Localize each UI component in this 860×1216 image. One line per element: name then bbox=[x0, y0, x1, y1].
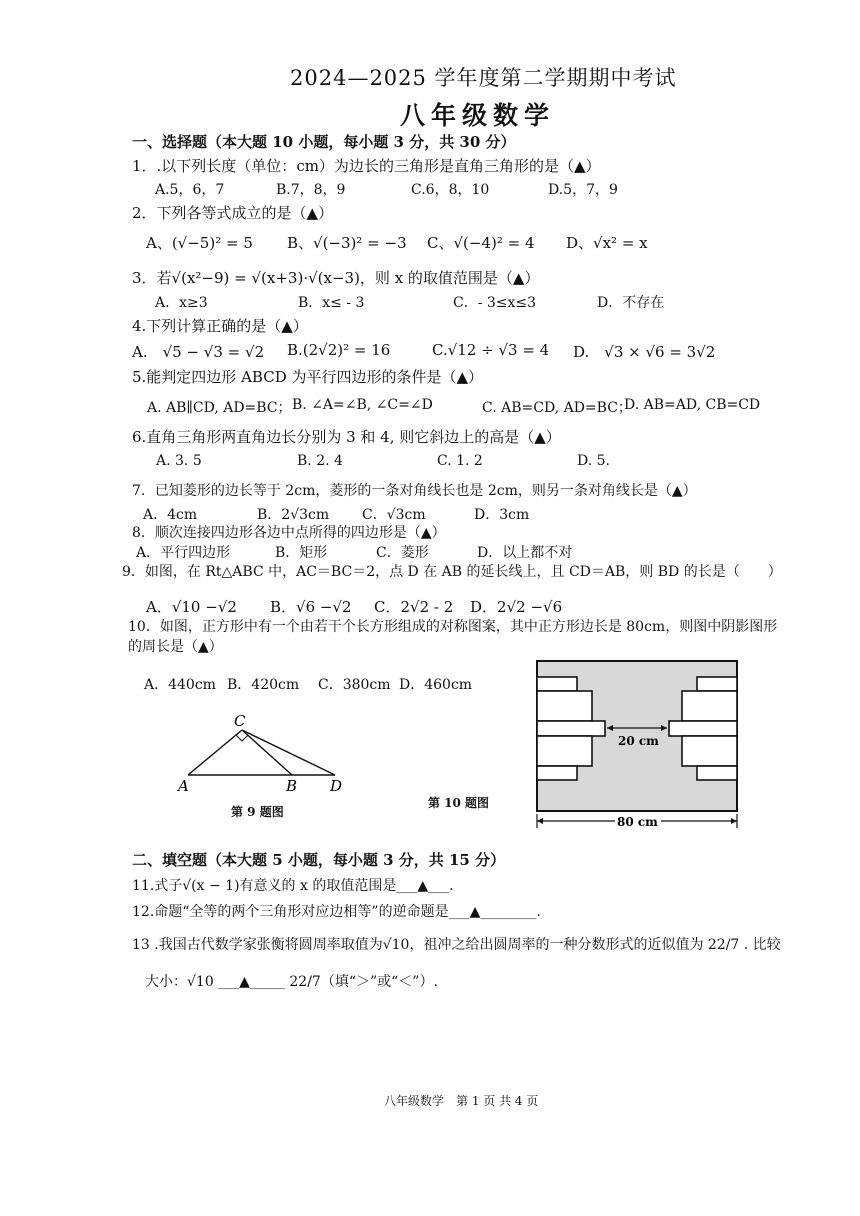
fig9-label-a: A bbox=[178, 777, 189, 795]
fig10-left-block-2 bbox=[537, 691, 592, 721]
q3-option-b: B．x≤ - 3 bbox=[298, 295, 365, 311]
q1-option-a: A.5，6，7 bbox=[155, 182, 225, 198]
fig9-label-c: C bbox=[234, 712, 246, 730]
q1-option-b: B.7，8，9 bbox=[276, 182, 346, 198]
fig10-left-block-4 bbox=[537, 736, 592, 766]
fig10-caption: 第 10 题图 bbox=[428, 796, 490, 810]
q1-stem: 1．.以下列长度（单位：cm）为边长的三角形是直角三角形的是（▲） bbox=[132, 157, 601, 175]
q2-option-a: A、(√−5)² = 5 bbox=[146, 234, 253, 252]
fig10-bottom-arrow-left bbox=[537, 818, 543, 824]
q1-option-c: C.6，8，10 bbox=[411, 182, 490, 198]
q13-line1: 13 .我国古代数学家张衡将圆周率取值为√10，祖冲之给出圆周率的一种分数形式的近似值为 22/7 . 比较 bbox=[132, 937, 781, 953]
fig10-right-block-1 bbox=[697, 677, 737, 691]
q10-option-c: C．380cm bbox=[318, 677, 391, 693]
q10-stem-line1: 10．如图，正方形中有一个由若干个长方形组成的对称图案，其中正方形边长是 80cm，则图中阴影图形 bbox=[128, 619, 778, 635]
q4-option-c: C.√12 ÷ √3 = 4 bbox=[432, 341, 550, 359]
q9-option-a: A．√10 −√2 bbox=[146, 598, 237, 616]
q5-option-b: B. ∠A=∠B, ∠C=∠D bbox=[292, 397, 433, 413]
fig10-bottom-arrow-right bbox=[731, 818, 737, 824]
q9-option-d: D．2√2 −√6 bbox=[470, 598, 563, 616]
fig9-caption: 第 9 题图 bbox=[231, 805, 284, 819]
q5-stem: 5.能判定四边形 ABCD 为平行四边形的条件是（▲） bbox=[132, 368, 484, 386]
exam-subject: 八年级数学 bbox=[400, 101, 556, 130]
q8-stem: 8．顺次连接四边形各边中点所得的四边形是（▲） bbox=[132, 525, 446, 541]
q11-text: 11.式子√(x − 1)有意义的 x 的取值范围是___▲___. bbox=[132, 878, 454, 894]
q5-option-c: C. AB=CD, AD=BC； bbox=[482, 400, 632, 416]
fig10-right-block-4 bbox=[682, 736, 737, 766]
q8-option-d: D．以上都不对 bbox=[477, 545, 573, 561]
fig9-right-angle-mark bbox=[236, 735, 248, 741]
q4-stem: 4.下列计算正确的是（▲） bbox=[132, 317, 308, 335]
q7-option-d: D．3cm bbox=[474, 507, 530, 523]
q10-stem-line2: 的周长是（▲） bbox=[128, 639, 223, 655]
q3-option-a: A．x≥3 bbox=[155, 295, 208, 311]
fig10-bottom-label: 80 cm bbox=[617, 815, 658, 829]
q10-option-b: B．420cm bbox=[227, 677, 300, 693]
fig10-inner-label: 20 cm bbox=[618, 734, 659, 748]
q12-text: 12.命题“全等的两个三角形对应边相等”的逆命题是___▲________. bbox=[132, 904, 541, 920]
fig10-left-block-5 bbox=[537, 766, 577, 780]
q9-option-c: C．2√2 - 2 bbox=[374, 598, 454, 616]
q7-option-c: C．√3cm bbox=[362, 507, 426, 523]
fig10-right-block-2 bbox=[682, 691, 737, 721]
q4-option-b: B.(2√2)² = 16 bbox=[287, 341, 391, 359]
fig10-right-block-3 bbox=[669, 721, 737, 736]
page-footer: 八年级数学 第 1 页 共 4 页 bbox=[384, 1094, 539, 1108]
q10-option-a: A．440cm bbox=[144, 677, 216, 693]
q4-option-a: A. √5 − √3 = √2 bbox=[132, 343, 265, 361]
q6-option-b: B. 2. 4 bbox=[297, 453, 343, 469]
q3-option-c: C．- 3≤x≤3 bbox=[453, 295, 537, 311]
section-fill-heading: 二、填空题（本大题 5 小题，每小题 3 分，共 15 分） bbox=[132, 851, 506, 869]
q3-stem: 3．若√(x²−9) = √(x+3)·√(x−3)，则 x 的取值范围是（▲） bbox=[132, 269, 540, 287]
q2-stem: 2．下列各等式成立的是（▲） bbox=[132, 204, 334, 222]
fig9-side-cb bbox=[242, 730, 292, 775]
fig10-left-block-1 bbox=[537, 677, 577, 691]
q2-option-d: D、√x² = x bbox=[566, 234, 648, 252]
fig9-label-b: B bbox=[286, 777, 298, 795]
fig10-left-block-3 bbox=[537, 721, 605, 736]
q9-stem: 9．如图，在 Rt△ABC 中，AC＝BC＝2，点 D 在 AB 的延长线上，且 CD＝AB，则 BD 的长是（ ） bbox=[122, 564, 782, 580]
q13-line2: 大小：√10 ___▲_____ 22/7（填“＞”或“＜”）. bbox=[145, 974, 438, 990]
q4-option-d: D. √3 × √6 = 3√2 bbox=[573, 343, 716, 361]
fig9-label-d: D bbox=[330, 777, 343, 795]
q3-option-d: D．不存在 bbox=[597, 295, 665, 311]
q1-option-d: D.5，7，9 bbox=[548, 182, 618, 198]
q6-stem: 6.直角三角形两直角边长分别为 3 和 4, 则它斜边上的高是（▲） bbox=[132, 428, 561, 446]
q9-option-b: B．√6 −√2 bbox=[270, 598, 352, 616]
q5-option-d: D. AB=AD, CB=CD bbox=[624, 397, 761, 413]
q8-option-c: C．菱形 bbox=[376, 545, 429, 561]
section-choice-heading: 一、选择题（本大题 10 小题，每小题 3 分，共 30 分） bbox=[132, 133, 516, 151]
exam-title: 2024—2025 学年度第二学期期中考试 bbox=[290, 66, 677, 90]
q10-option-d: D．460cm bbox=[399, 677, 473, 693]
q7-stem: 7．已知菱形的边长等于 2cm，菱形的一条对角线长也是 2cm，则另一条对角线长是（▲） bbox=[132, 483, 697, 499]
fig10-right-block-5 bbox=[697, 766, 737, 780]
q5-option-a: A. AB∥CD, AD=BC； bbox=[147, 400, 292, 416]
fig9-side-ac bbox=[188, 730, 242, 775]
q7-option-a: A．4cm bbox=[143, 507, 198, 523]
q6-option-c: C. 1. 2 bbox=[437, 453, 483, 469]
figure-10 bbox=[530, 655, 745, 835]
q6-option-a: A. 3. 5 bbox=[156, 453, 202, 469]
q8-option-b: B．矩形 bbox=[275, 545, 328, 561]
q2-option-b: B、√(−3)² = −3 bbox=[287, 234, 407, 252]
q7-option-b: B．2√3cm bbox=[257, 507, 330, 523]
q2-option-c: C、√(−4)² = 4 bbox=[427, 234, 535, 252]
q8-option-a: A．平行四边形 bbox=[136, 545, 231, 561]
fig9-side-cd bbox=[242, 730, 335, 775]
q6-option-d: D. 5. bbox=[577, 453, 610, 469]
